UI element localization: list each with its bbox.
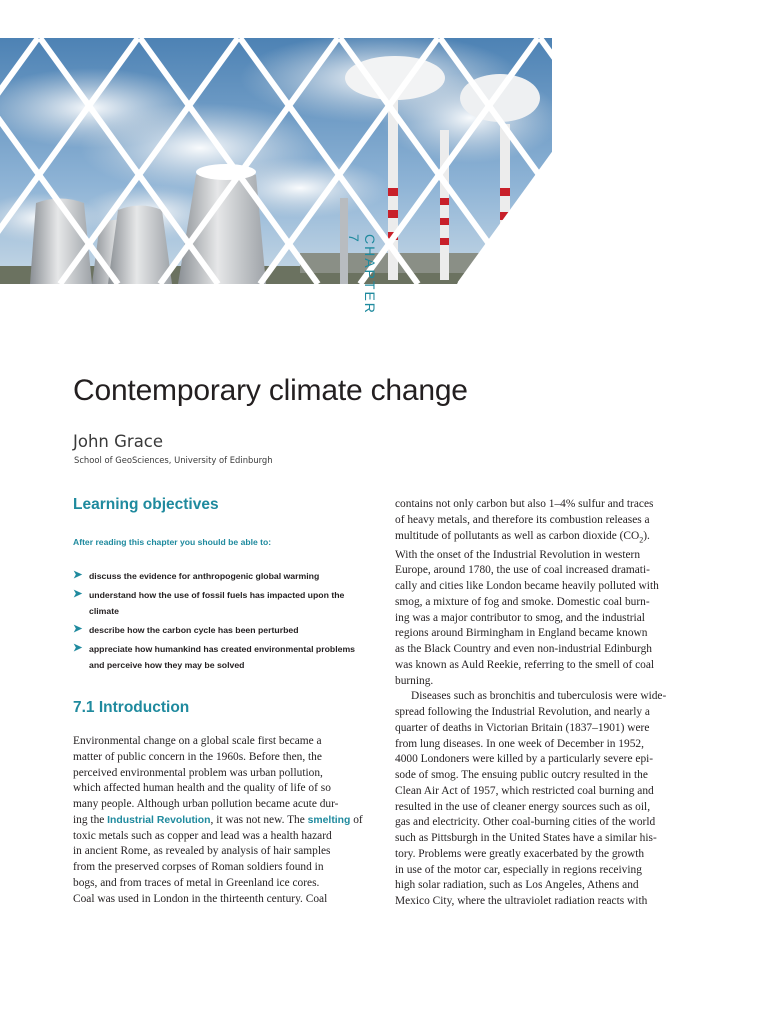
chapter-banner-image (0, 38, 552, 284)
body-text-line: 4000 Londoners were killed by a particularly severe epi- (395, 753, 654, 766)
body-text-line: Clean Air Act of 1957, which restricted coal burning and (395, 784, 654, 797)
learning-objective-line: and perceive how they may be solved (89, 660, 245, 670)
body-text-line: many people. Although urban pollution became acute dur- (73, 798, 339, 810)
body-text-line: With the onset of the Industrial Revolution in western (395, 548, 641, 561)
learning-objective-line: understand how the use of fossil fuels has impacted upon the (89, 590, 345, 600)
subscript: 2 (639, 534, 644, 544)
arrow-bullet-icon: ➤ (73, 642, 83, 654)
body-text-line: in use of the motor car, especially in regions receiving (395, 863, 642, 876)
body-text-line: contains not only carbon but also 1–4% sulfur and traces (395, 498, 654, 510)
learning-objective-item (73, 568, 373, 584)
body-text-line: which affected human health and the quality of life of so (73, 782, 331, 795)
body-text-line: from lung diseases. In one week of December in 1952, (395, 737, 644, 750)
body-text-line: Diseases such as bronchitis and tuberculosis were wide- (411, 690, 667, 703)
learning-objective-item (73, 587, 373, 619)
body-text-line: ing the Industrial Revolution, it was not new. The smelting of (73, 813, 363, 826)
chapter-title: Contemporary climate change (73, 374, 468, 407)
body-text-line: Europe, around 1780, the use of coal increased dramati- (395, 564, 650, 577)
learning-objectives-list (73, 568, 373, 676)
arrow-bullet-icon: ➤ (73, 623, 83, 635)
body-text-line: resulted in the use of cleaner energy sources such as oil, (395, 800, 651, 813)
body-text-line: spread following the Industrial Revolution, and nearly a (395, 706, 650, 719)
body-text-line: sode of smog. The ensuing public outcry resulted in the (395, 769, 648, 782)
chapter-label: CHAPTER 7 (346, 234, 378, 315)
learning-objectives-heading: Learning objectives (73, 496, 219, 513)
learning-objective-line: discuss the evidence for anthropogenic global warming (89, 571, 320, 581)
body-text-line: quarter of deaths in Victorian Britain (1837–1901) were (395, 721, 650, 734)
arrow-bullet-icon: ➤ (73, 569, 83, 581)
section-heading-introduction: 7.1 Introduction (73, 699, 190, 716)
body-text-line: Mexico City, where the ultraviolet radiation reacts with (395, 895, 648, 908)
learning-objective-item (73, 622, 373, 638)
glossary-term-link[interactable]: smelting (307, 814, 351, 826)
glossary-term-link[interactable]: Industrial Revolution (107, 814, 211, 826)
body-text-line: high solar radiation, such as Los Angeles, Athens and (395, 879, 639, 892)
body-text-line: multitude of pollutants as well as carbon dioxide $(CO_2)$. (395, 529, 650, 544)
body-text-line: perceived environmental problem was urban pollution, (73, 766, 323, 779)
author-affiliation: School of GeoSciences, University of Edinburgh (74, 455, 273, 465)
body-text-line: ing was a major contributor to smog, and the industrial (395, 611, 645, 624)
body-text-line: smog, a mixture of fog and smoke. Domestic coal burn- (395, 595, 650, 608)
body-text-line: of heavy metals, and therefore its combustion releases a (395, 513, 650, 526)
body-text-line: Environmental change on a global scale first became a (73, 735, 322, 747)
learning-objectives-intro: After reading this chapter you should be able to: (73, 537, 272, 547)
body-text-line: was known as Auld Reekie, referring to the smell of coal (395, 658, 655, 671)
body-text-line: matter of public concern in the 1960s. Before then, the (73, 750, 322, 763)
body-text-line: cally and cities like London became heavily polluted with (395, 580, 659, 593)
author-name: John Grace (73, 432, 164, 451)
body-text-line: bogs, and from traces of metal in Greenland ice cores. (73, 876, 320, 889)
body-text-line: such as Pittsburgh in the United States have a similar his- (395, 832, 657, 845)
learning-objective-line: describe how the carbon cycle has been perturbed (89, 625, 299, 635)
body-text-line: burning. (395, 674, 434, 687)
learning-objective-item (73, 641, 373, 673)
body-text-right-column (395, 497, 695, 910)
learning-objective-line: appreciate how humankind has created environmental problems (89, 644, 356, 654)
body-text-line: in ancient Rome, as revealed by analysis of hair samples (73, 845, 331, 858)
body-text-left-column (73, 734, 373, 907)
body-text-line: regions around Birmingham in England became known (395, 627, 648, 640)
body-text-line: tory. Problems were greatly exacerbated by the growth (395, 847, 645, 860)
arrow-bullet-icon: ➤ (73, 588, 83, 600)
learning-objective-line: climate (89, 606, 119, 616)
body-text-line: as the Black Country and even non-industrial Edinburgh (395, 643, 652, 656)
body-text-line: gas and electricity. Other coal-burning cities of the world (395, 816, 656, 829)
body-text-line: toxic metals such as copper and lead was a health hazard (73, 829, 332, 842)
body-text-line: from the preserved corpses of Roman soldiers found in (73, 861, 324, 873)
body-text-line: Coal was used in London in the thirteenth century. Coal (73, 892, 328, 905)
